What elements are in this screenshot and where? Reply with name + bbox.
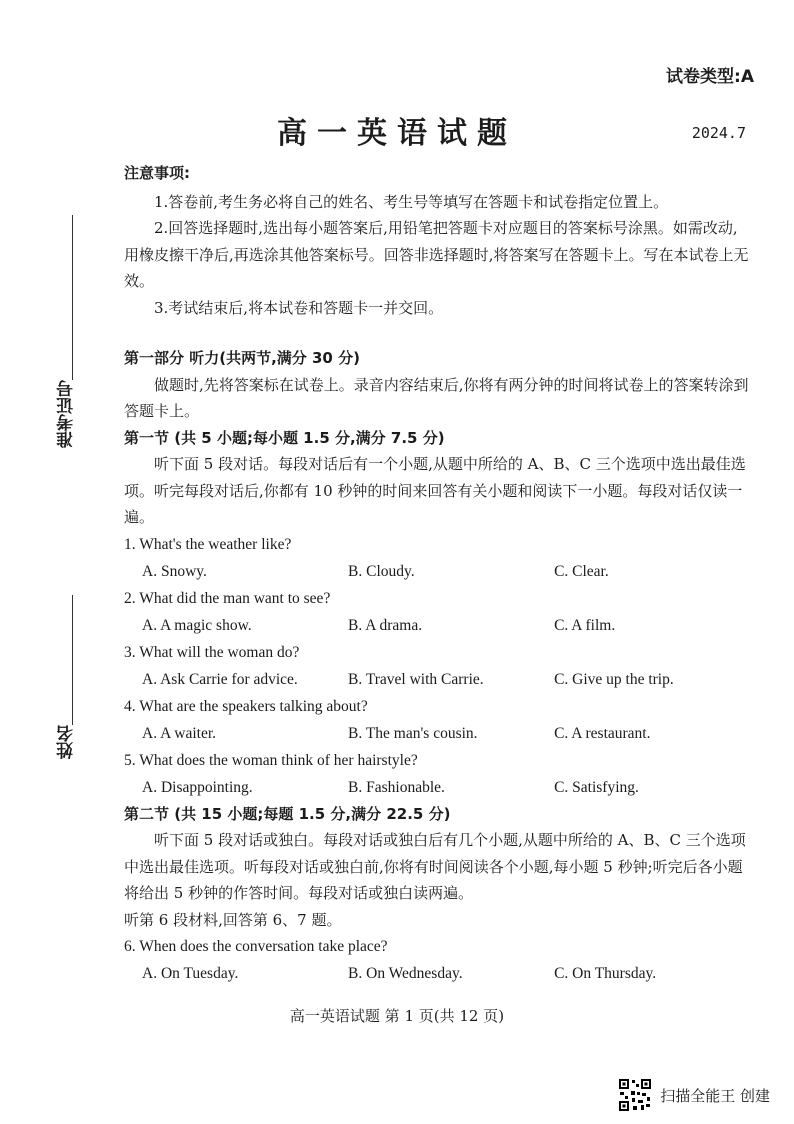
question-options: [124, 720, 752, 747]
notice-item: 2.回答选择题时,选出每小题答案后,用铅笔把答题卡对应题目的答案标号涂黑。如需改动,用橡皮擦干净后,再选涂其他答案标号。回答非选择题时,将答案写在答题卡上。写在本试卷上无效。: [124, 219, 749, 290]
option-a: A. Disappointing.: [142, 778, 253, 796]
section1-heading: 第一节 (共 5 小题;每小题 1.5 分,满分 7.5 分): [124, 428, 445, 447]
part1-heading: 第一部分 听力(共两节,满分 30 分): [124, 349, 360, 367]
question-options: [124, 960, 752, 987]
option-b: B. Fashionable.: [348, 778, 445, 796]
question-text: 4. What are the speakers talking about?: [124, 697, 368, 715]
option-a: A. A magic show.: [142, 616, 252, 634]
option-c: C. A film.: [554, 616, 616, 634]
exam-date: 2024.7: [691, 124, 746, 142]
option-b: B. The man's cousin.: [348, 724, 478, 742]
question-text: 2. What did the man want to see?: [124, 589, 331, 607]
exam-content: [124, 160, 752, 987]
question-text: 6. When does the conversation take place?: [124, 938, 388, 955]
question-6: [124, 933, 752, 987]
scanner-text: 扫描全能王 创建: [660, 1086, 770, 1105]
option-a: A. Snowy.: [142, 562, 207, 580]
option-a: A. Ask Carrie for advice.: [142, 670, 298, 688]
exam-id-field: [54, 215, 90, 448]
page-title: 高一英语试题: [277, 116, 517, 151]
option-b: B. A drama.: [348, 616, 423, 634]
option-a: A. On Tuesday.: [142, 965, 239, 982]
question-text: 5. What does the woman think of her hairstyle?: [124, 751, 418, 769]
notice-heading: 注意事项:: [124, 164, 190, 182]
scanner-watermark: [618, 1078, 770, 1112]
exam-id-label: 准考证号: [57, 380, 77, 448]
section2-instructions: 听下面 5 段对话或独白。每段对话或独白后有几个小题,从题中所给的 A、B、C 三个选项中选出最佳选项。听每段对话或独白前,你将有时间阅读各个小题,每小题 5 秒钟;听完后各小题将给出 5 秒钟的作答时间。每段对话或独白读两遍。: [124, 831, 746, 902]
exam-id-line: [72, 215, 73, 380]
section1-instructions: 听下面 5 段对话。每段对话后有一个小题,从题中所给的 A、B、C 三个选项中选出最佳选项。听完每段对话后,你都有 10 秒钟的时间来回答有关小题和阅读下一小题。每段对话仅读一遍。: [124, 455, 746, 526]
option-c: C. Clear.: [554, 562, 609, 580]
question-options: [124, 612, 752, 639]
option-c: C. On Thursday.: [554, 965, 657, 982]
name-line: [72, 595, 73, 725]
spacer: [124, 321, 752, 345]
option-b: B. On Wednesday.: [348, 965, 463, 982]
question-3: [124, 639, 752, 693]
name-label: 姓名: [57, 725, 77, 759]
question-4: [124, 693, 752, 747]
question-1: [124, 531, 752, 585]
notice-item: 1.答卷前,考生务必将自己的姓名、考生号等填写在答题卡和试卷指定位置上。: [154, 192, 669, 211]
option-b: B. Travel with Carrie.: [348, 670, 484, 688]
question-options: [124, 666, 752, 693]
option-c: C. Satisfying.: [554, 778, 639, 796]
question-2: [124, 585, 752, 639]
question-options: [124, 558, 752, 585]
option-b: B. Cloudy.: [348, 562, 415, 580]
question-options: [124, 774, 752, 801]
option-a: A. A waiter.: [142, 724, 217, 742]
qr-code-icon: [618, 1078, 652, 1112]
option-c: C. A restaurant.: [554, 724, 651, 742]
notice-item: 3.考试结束后,将本试卷和答题卡一并交回。: [154, 298, 444, 317]
question-5: [124, 747, 752, 801]
question-text: 3. What will the woman do?: [124, 643, 300, 661]
exam-type-label: 试卷类型:A: [666, 67, 754, 87]
page-footer: 高一英语试题 第 1 页(共 12 页): [289, 1007, 505, 1025]
section2-heading: 第二节 (共 15 小题;每题 1.5 分,满分 22.5 分): [124, 804, 451, 823]
part1-intro: 做题时,先将答案标在试卷上。录音内容结束后,你将有两分钟的时间将试卷上的答案转涂到答题卡上。: [124, 375, 749, 420]
name-field: [54, 595, 90, 759]
option-c: C. Give up the trip.: [554, 670, 674, 688]
question-text: 1. What's the weather like?: [124, 535, 292, 553]
material-note: 听第 6 段材料,回答第 6、7 题。: [124, 910, 342, 929]
